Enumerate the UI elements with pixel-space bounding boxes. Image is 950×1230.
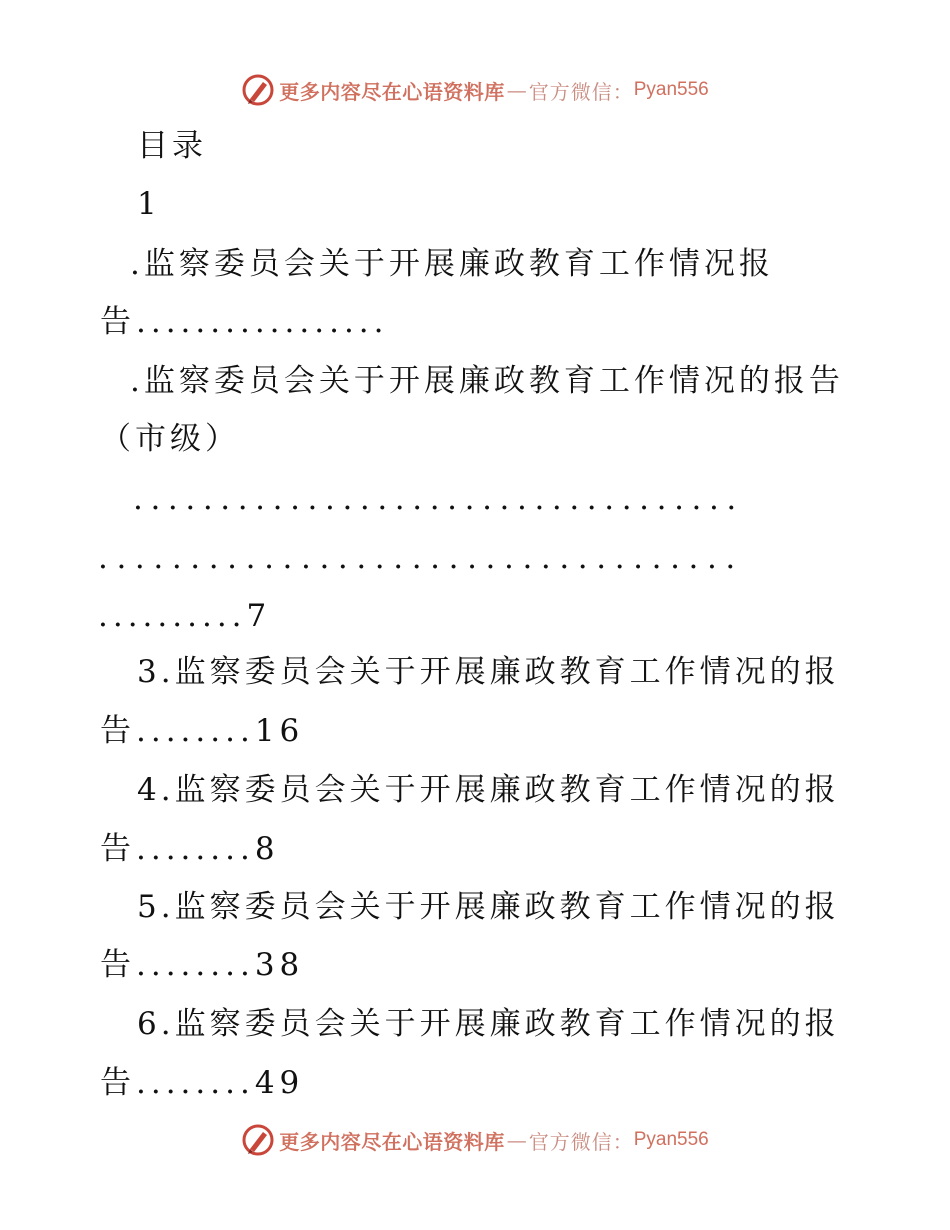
toc-entry-6-page: 告........49 — [100, 1065, 305, 1101]
toc-entry-1-title: .监察委员会关于开展廉政教育工作情况报 — [130, 246, 774, 282]
pen-logo-icon — [241, 73, 275, 107]
banner-main-text: 更多内容尽在心语资料库 — [279, 1129, 505, 1154]
toc-entry-2-page: ..........7 — [98, 598, 272, 634]
banner-dash: — — [506, 78, 527, 102]
banner-dash: — — [506, 1128, 527, 1152]
toc-entry-2-subtitle: （市级） — [100, 421, 240, 457]
toc-entry-3-title: 3.监察委员会关于开展廉政教育工作情况的报 — [137, 654, 840, 690]
toc-entry-1-leader: 告................. — [100, 304, 389, 340]
toc-entry-4-page: 告........8 — [100, 831, 280, 867]
toc-title: 目录 — [137, 128, 207, 164]
banner-wechat-id: Pyan556 — [633, 79, 709, 100]
pen-logo-icon — [241, 1123, 275, 1157]
banner-wechat-id: Pyan556 — [633, 1129, 709, 1150]
toc-entry-2-title: .监察委员会关于开展廉政教育工作情况的报告 — [130, 363, 844, 399]
banner-wechat-label: 官方微信： — [528, 1129, 634, 1154]
toc-entry-2-leader-line-1: ................................... — [133, 481, 744, 517]
banner-wechat-label: 官方微信： — [528, 79, 634, 104]
toc-entry-4-title: 4.监察委员会关于开展廉政教育工作情况的报 — [137, 772, 840, 808]
banner-main-text: 更多内容尽在心语资料库 — [279, 79, 505, 104]
toc-entry-5-page: 告........38 — [100, 947, 305, 983]
toc-entry-3-page: 告........16 — [100, 713, 305, 749]
toc-number-1: 1 — [137, 186, 161, 222]
toc-entry-2-leader-line-2: ................................... — [98, 540, 744, 576]
toc-entry-6-title: 6.监察委员会关于开展廉政教育工作情况的报 — [137, 1006, 840, 1042]
toc-entry-5-title: 5.监察委员会关于开展廉政教育工作情况的报 — [137, 889, 840, 925]
header-banner — [0, 70, 950, 110]
footer-banner — [0, 1120, 950, 1160]
